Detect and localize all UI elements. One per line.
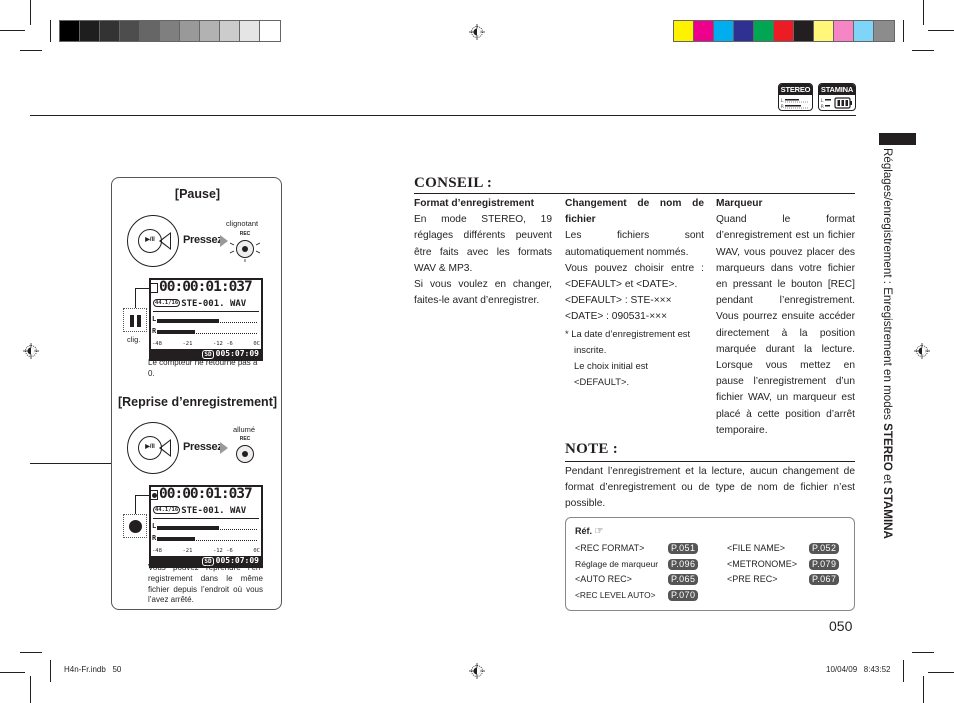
crop-mark xyxy=(30,0,31,25)
gray-swatch xyxy=(160,21,180,41)
color-swatch xyxy=(814,21,834,41)
conseil-title: CONSEIL : xyxy=(414,175,493,191)
crop-mark xyxy=(903,660,904,682)
column-paragraph: Les fichiers sont automatiquement nommés. xyxy=(565,230,704,258)
lcd-channel-r: R xyxy=(152,534,157,542)
gray-swatch xyxy=(220,21,240,41)
svg-text:R: R xyxy=(781,104,784,109)
conseil-column-filename xyxy=(565,196,704,390)
press-label: Pressez xyxy=(183,234,223,246)
svg-text:L: L xyxy=(821,98,824,103)
page-link[interactable]: P.079 xyxy=(809,559,839,570)
note-title: NOTE : xyxy=(565,441,619,457)
column-footnote: * La date d’enregistrement est inscrite. xyxy=(565,327,691,355)
column-paragraph: <DATE> : 090531-××× xyxy=(565,311,668,323)
blinking-label: clig. xyxy=(127,335,141,344)
svg-text:L: L xyxy=(781,98,784,103)
page-link[interactable]: P.065 xyxy=(668,574,698,585)
pause-indicator-blinking xyxy=(123,308,147,332)
page-number: 050 xyxy=(829,618,853,634)
arrow-right-icon xyxy=(220,235,228,247)
column-heading: Marqueur xyxy=(716,198,763,209)
stamina-mode-badge xyxy=(818,83,856,111)
pause-title: [Pause] xyxy=(174,187,221,201)
lcd-remaining-time: SD 005:07:09 xyxy=(151,556,261,566)
lcd-remaining-time: SD 005:07:09 xyxy=(151,349,261,359)
header-rule xyxy=(30,115,856,116)
page-link[interactable]: P.070 xyxy=(668,590,698,601)
column-paragraph: <DEFAULT> : STE-××× xyxy=(565,295,672,307)
lcd-filename xyxy=(153,506,246,516)
color-swatch xyxy=(714,21,734,41)
play-pause-icon: ▶/II xyxy=(138,229,162,253)
resume-title: [Reprise d’enregistrement] xyxy=(117,395,278,409)
rec-label: REC xyxy=(239,231,251,237)
color-swatch xyxy=(834,21,854,41)
status-record-icon xyxy=(150,490,158,500)
note-text xyxy=(565,464,855,513)
lcd-display-pause xyxy=(149,278,263,361)
reference-item: <AUTO REC> xyxy=(575,574,632,584)
divider-line xyxy=(30,463,111,464)
press-label: Pressez xyxy=(183,441,223,453)
column-paragraph: En mode STEREO, 19 réglages différents peuvent être faits avec les formats WAV & MP3. xyxy=(414,214,552,274)
record-indicator-lit xyxy=(123,514,147,538)
lcd-scale: -48 -21 -12 -6 0C xyxy=(152,548,260,554)
gray-swatch xyxy=(180,21,200,41)
reference-item: <REC FORMAT> xyxy=(575,543,645,553)
lcd-filename-text: STE-001. WAV xyxy=(181,506,247,516)
page-link[interactable]: P.096 xyxy=(668,559,698,570)
lcd-channel-l: L xyxy=(152,315,157,323)
gray-swatch xyxy=(240,21,260,41)
color-swatch xyxy=(854,21,874,41)
gray-swatch xyxy=(60,21,80,41)
column-footnote-cont: Le choix initial est xyxy=(574,360,648,372)
crop-mark xyxy=(903,20,904,42)
color-swatch xyxy=(774,21,794,41)
color-swatch xyxy=(874,21,894,41)
lcd-channel-l: L xyxy=(152,522,157,530)
section-title-prefix: Réglages/enregistrement : Enregistrement en modes xyxy=(881,148,894,424)
crop-mark xyxy=(50,660,51,682)
registration-mark-icon xyxy=(914,343,930,359)
conseil-rule xyxy=(414,193,855,194)
stereo-mode-icon xyxy=(779,95,812,110)
column-heading: Format d’enregistrement xyxy=(414,198,535,209)
column-paragraph: Quand le format d’enregistrement est un fichier WAV, vous pouvez placer des marqueurs dans votre fichier en pressant le bouton [REC] pendant l’enregistrement. Vous pourrez ensuite accéder directement à la position marquée durant la lecture. Lorsque vous mettez en pause l’enregistrement d’un fichier WAV, un marqueur est placé à cette position d’arrêt temporaire. xyxy=(716,214,855,436)
page-link[interactable]: P.067 xyxy=(809,574,839,585)
footer-timestamp: 10/04/09 8:43:52 xyxy=(826,665,891,674)
column-paragraph: Vous pouvez choisir entre : <DEFAULT> et <DATE>. xyxy=(565,262,704,291)
section-tab-marker xyxy=(879,133,916,145)
section-title-vertical xyxy=(876,148,896,588)
conseil-column-format xyxy=(414,196,552,309)
lcd-display-recording xyxy=(149,485,263,568)
lcd-time: 00:00:01:037 xyxy=(159,279,252,295)
gray-swatch xyxy=(140,21,160,41)
color-swatch xyxy=(694,21,714,41)
rec-dot-icon xyxy=(242,451,248,457)
stamina-mode-icon xyxy=(819,95,855,110)
play-pause-button[interactable] xyxy=(127,422,179,474)
color-swatch xyxy=(734,21,754,41)
indicator-leader-line xyxy=(135,495,150,515)
page-link[interactable]: P.052 xyxy=(809,543,839,554)
crop-mark xyxy=(20,652,42,653)
lcd-scale: -48 -21 -12 -6 0C xyxy=(152,341,260,347)
note-paragraph: Pendant l’enregistrement et la lecture, aucun changement de format d’enregistrement ou de type de nom de fichier n’est possible. xyxy=(565,466,855,510)
lcd-format: 44.1/16 xyxy=(155,300,179,306)
play-pause-button[interactable] xyxy=(127,215,179,267)
lcd-channel-r: R xyxy=(152,327,157,335)
color-swatch xyxy=(794,21,814,41)
color-swatch xyxy=(674,21,694,41)
procedure-panel xyxy=(111,177,282,610)
grayscale-bar xyxy=(59,20,281,42)
lcd-format: 44.1/16 xyxy=(155,507,179,513)
stamina-badge-label: STAMINA xyxy=(820,85,854,94)
gray-swatch xyxy=(80,21,100,41)
stereo-badge-label: STEREO xyxy=(780,85,811,94)
column-footnote-cont: <DEFAULT>. xyxy=(574,376,630,388)
registration-mark-icon xyxy=(23,343,39,359)
section-title-stereo: STEREO xyxy=(881,423,894,471)
column-heading: Changement de nom de fichier xyxy=(565,198,704,226)
rec-button-lit[interactable] xyxy=(236,436,254,463)
reference-title: Réf. ☞ xyxy=(575,526,604,537)
lcd-time: 00:00:01:037 xyxy=(159,486,252,502)
reference-item: <REC LEVEL AUTO> xyxy=(575,590,656,600)
rec-state-label: clignotant xyxy=(226,219,259,228)
conseil-column-marker xyxy=(716,196,855,439)
reference-item: Réglage de marqueur xyxy=(575,559,659,569)
section-title-stamina: STAMINA xyxy=(881,486,894,539)
crop-mark xyxy=(928,30,954,31)
rec-state-label: allumé xyxy=(233,425,256,434)
crop-mark xyxy=(30,676,31,703)
arrow-right-icon xyxy=(220,442,228,454)
crop-mark xyxy=(912,50,934,51)
registration-mark-icon xyxy=(469,24,485,40)
crop-mark xyxy=(0,30,25,31)
crop-mark xyxy=(20,50,42,51)
registration-mark-icon xyxy=(469,663,485,679)
color-swatch xyxy=(754,21,774,41)
stereo-mode-badge xyxy=(778,83,813,111)
lcd-filename-text: STE-001. WAV xyxy=(181,299,247,309)
section-title-et: et xyxy=(881,470,894,487)
lcd-filename xyxy=(153,299,246,309)
color-bar xyxy=(673,20,895,42)
note-rule xyxy=(565,461,855,462)
resume-caption: Vous pouvez reprendre l’en-registrement dans le même fichier depuis l’endroit où vous l’avez arrêté. xyxy=(148,563,263,605)
footer-file-slug: H4n-Fr.indb 50 xyxy=(64,665,122,674)
crop-mark xyxy=(923,0,924,25)
page-link[interactable]: P.051 xyxy=(668,543,698,554)
pause-caption: Le compteur ne retourne pas à 0. xyxy=(148,358,258,378)
svg-text:R: R xyxy=(821,104,824,109)
column-paragraph: Si vous voulez en changer, faites-le avant d’enregistrer. xyxy=(414,279,552,307)
crop-mark xyxy=(912,652,934,653)
reference-item: <METRONOME> xyxy=(727,559,798,569)
gray-swatch xyxy=(100,21,120,41)
pointing-hand-icon: ☞ xyxy=(594,526,604,537)
status-pause-icon xyxy=(150,283,158,293)
reference-item: <FILE NAME> xyxy=(727,543,786,553)
gray-swatch xyxy=(120,21,140,41)
play-pause-icon: ▶/II xyxy=(138,436,162,460)
reference-item: <PRE REC> xyxy=(727,574,778,584)
crop-mark xyxy=(928,672,954,673)
crop-mark xyxy=(0,672,25,673)
reference-box xyxy=(565,517,855,611)
crop-mark xyxy=(50,20,51,42)
crop-mark xyxy=(923,676,924,703)
gray-swatch xyxy=(200,21,220,41)
gray-swatch xyxy=(260,21,280,41)
blink-rays-icon xyxy=(228,234,262,264)
rec-label: REC xyxy=(239,436,251,442)
